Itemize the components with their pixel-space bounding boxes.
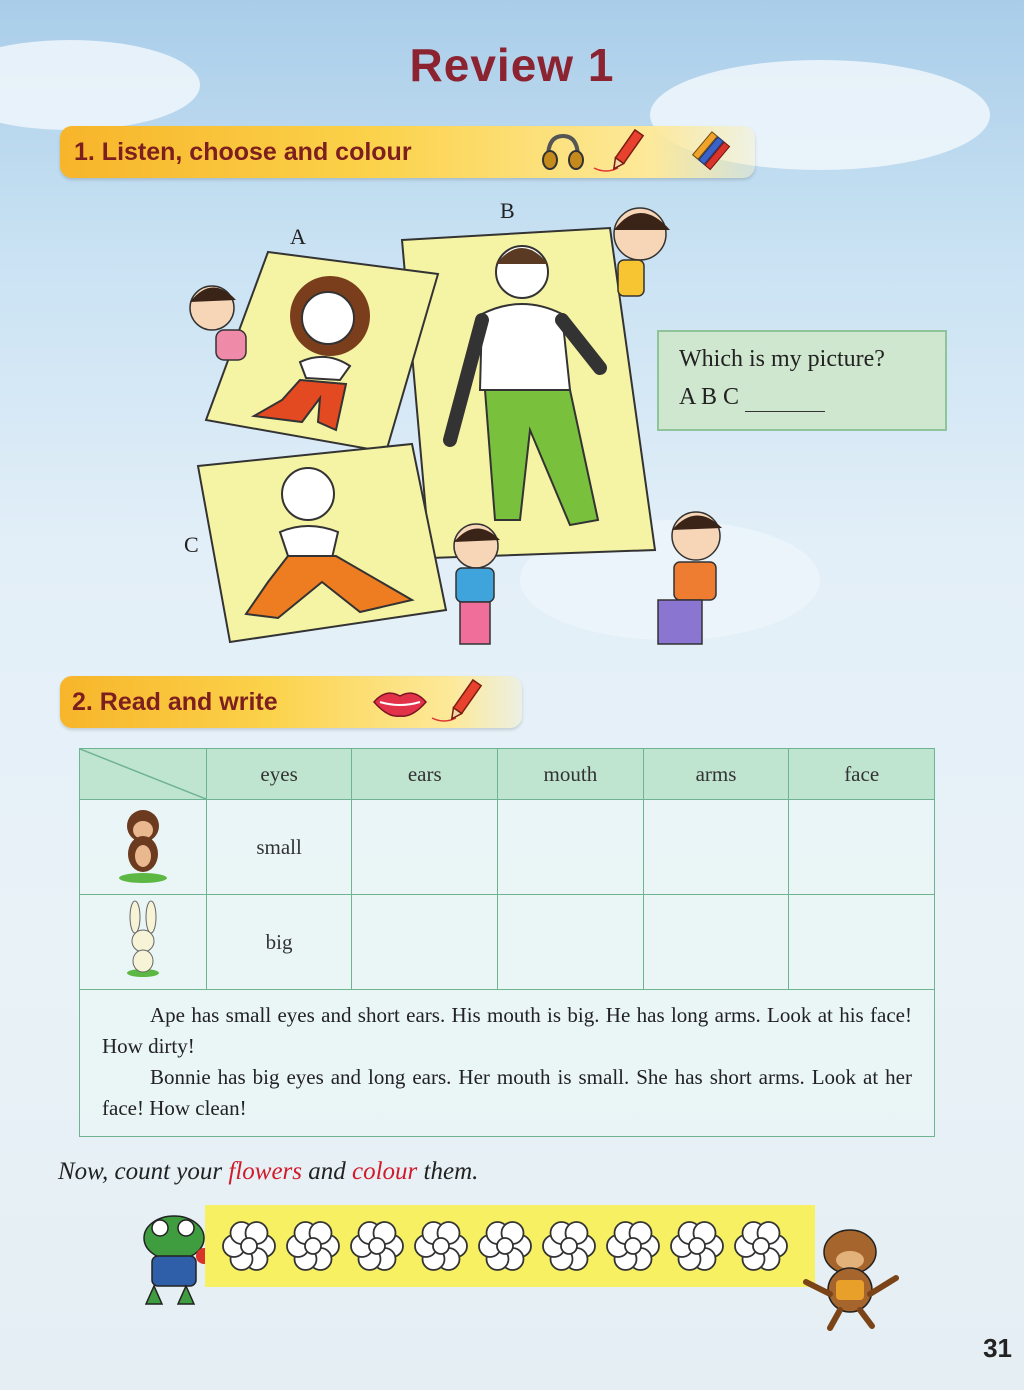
colouring-instruction	[58, 1158, 478, 1186]
column-header: arms	[643, 749, 789, 800]
beaver-character-icon	[800, 1222, 900, 1332]
flower-row	[205, 1205, 815, 1287]
question-box	[657, 330, 947, 431]
section1-banner	[60, 126, 755, 178]
instruction-text: Now, count your	[58, 1158, 229, 1185]
table-cell[interactable]	[789, 895, 935, 990]
flower-to-colour[interactable]	[351, 1222, 403, 1270]
answer-line	[679, 384, 825, 412]
table-row	[80, 800, 935, 895]
section1-heading: 1. Listen, choose and colour	[74, 138, 412, 166]
passage-paragraph: Ape has small eyes and short ears. His mouth is big. He has long arms. Look at his face! How dirty!	[102, 1003, 912, 1058]
instruction-highlight: flowers	[228, 1158, 302, 1185]
headphones-icon	[540, 132, 586, 172]
page-title: Review 1	[409, 39, 615, 91]
page-number: 31	[983, 1333, 1012, 1363]
flower-to-colour[interactable]	[735, 1222, 787, 1270]
table-row	[80, 895, 935, 990]
animals-table	[79, 748, 935, 1137]
instruction-highlight: colour	[352, 1158, 418, 1185]
picture-label: B	[500, 198, 515, 223]
flower-to-colour[interactable]	[287, 1222, 339, 1270]
flower-to-colour[interactable]	[607, 1222, 659, 1270]
column-header: eyes	[206, 749, 352, 800]
column-header: ears	[352, 749, 498, 800]
column-header: mouth	[498, 749, 644, 800]
table-cell[interactable]	[352, 800, 498, 895]
passage-row	[80, 990, 935, 1137]
flower-to-colour[interactable]	[543, 1222, 595, 1270]
picture-label: C	[184, 532, 199, 557]
table-cell[interactable]: small	[206, 800, 352, 895]
answer-options: A B C	[679, 384, 740, 410]
flower-to-colour[interactable]	[671, 1222, 723, 1270]
picture-b	[402, 228, 655, 558]
pencil-icon	[430, 678, 490, 724]
section2-banner	[60, 676, 522, 728]
table-cell[interactable]	[498, 800, 644, 895]
lips-icon	[372, 686, 428, 720]
section2-heading: 2. Read and write	[72, 688, 278, 716]
table-corner-cell	[80, 749, 207, 800]
rabbit-icon-cell	[80, 895, 207, 990]
crayons-icon	[678, 128, 738, 174]
answer-blank[interactable]	[745, 384, 825, 412]
flower-strip	[205, 1205, 815, 1287]
passage-paragraph: Bonnie has big eyes and long ears. Her mouth is small. She has short arms. Look at her face! How clean!	[102, 1065, 912, 1120]
flower-to-colour[interactable]	[223, 1222, 275, 1270]
pencil-icon	[592, 128, 652, 174]
table-cell[interactable]	[643, 800, 789, 895]
flower-to-colour[interactable]	[415, 1222, 467, 1270]
table-cell[interactable]	[498, 895, 644, 990]
table-cell[interactable]: big	[206, 895, 352, 990]
table-header-row	[80, 749, 935, 800]
table-cell[interactable]	[789, 800, 935, 895]
child-girl-a	[190, 286, 246, 360]
rabbit-icon	[118, 899, 168, 979]
question-text: Which is my picture?	[679, 346, 885, 372]
diagonal-divider	[80, 749, 206, 799]
picture-c	[184, 444, 446, 642]
picture-label: A	[290, 224, 306, 249]
ape-icon	[112, 804, 174, 884]
child-girl-bottom	[454, 524, 500, 644]
table-cell[interactable]	[643, 895, 789, 990]
child-boy-bottom	[658, 512, 722, 644]
reading-passage	[80, 990, 935, 1137]
flower-to-colour[interactable]	[479, 1222, 531, 1270]
instruction-text: them.	[417, 1158, 479, 1185]
table-cell[interactable]	[352, 895, 498, 990]
column-header: face	[789, 749, 935, 800]
instruction-text: and	[302, 1158, 352, 1185]
child-boy-b	[614, 208, 670, 296]
ape-icon-cell	[80, 800, 207, 895]
